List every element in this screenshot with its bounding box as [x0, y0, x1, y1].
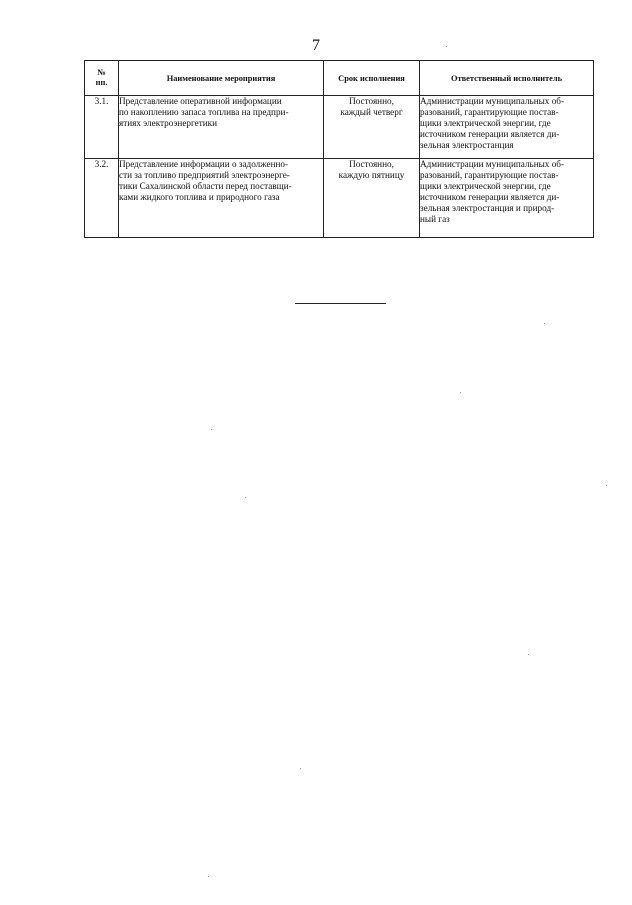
executor-line: разований, гарантирующие постав- — [420, 107, 559, 117]
row-number: 3.1. — [85, 96, 119, 159]
scan-speck — [211, 429, 212, 430]
activity-name-line: Представление информации о задолженно- — [119, 159, 289, 169]
executor-line: источником генерации является ди- — [420, 192, 560, 202]
activity-name-line: сти за топливо предприятий электроэнерге- — [119, 170, 290, 180]
activity-name-line: по накоплению запаса топлива на предпри- — [119, 107, 289, 117]
executor-line: разований, гарантирующие постав- — [420, 170, 559, 180]
deadline — [324, 96, 420, 159]
table-header-row — [85, 61, 594, 96]
row-number: 3.2. — [85, 159, 119, 238]
activity-name-line: ками жидкого топлива и природного газа — [119, 192, 280, 202]
activity-name-line: Представление оперативной информации — [119, 96, 282, 106]
executor-line: Администрации муниципальных об- — [420, 159, 565, 169]
scan-speck — [300, 768, 301, 769]
header-name: Наименование мероприятия — [119, 61, 324, 96]
deadline — [324, 159, 420, 238]
executor-line: Администрации муниципальных об- — [420, 96, 565, 106]
executor-line: щики электрической энергии, где — [420, 181, 551, 191]
scan-speck — [544, 323, 545, 324]
executor-line: щики электрической энергии, где — [420, 118, 551, 128]
scan-speck — [245, 497, 246, 498]
table-row — [85, 96, 594, 159]
activities-table — [84, 60, 594, 238]
executor-line: ный газ — [420, 214, 450, 224]
activity-name-line: тики Сахалинской области перед поставщи- — [119, 181, 292, 191]
executor-line: зельная электростанция — [420, 140, 514, 150]
page-number: 7 — [312, 37, 320, 54]
header-deadline: Срок исполнения — [324, 61, 420, 96]
activity-name — [119, 159, 324, 238]
executor-line: зельная электростанция и природ- — [420, 203, 555, 213]
header-executor: Ответственный исполнитель — [420, 61, 594, 96]
responsible-executor — [420, 96, 594, 159]
table-row — [85, 159, 594, 238]
scan-speck — [208, 876, 209, 877]
executor-line: источником генерации является ди- — [420, 129, 560, 139]
deadline-line: Постоянно, — [349, 159, 394, 169]
header-num-symbol: № — [97, 68, 106, 77]
scan-speck — [528, 654, 529, 655]
activity-name-line: ятиях электроэнергетики — [119, 118, 218, 128]
header-num-abbr: пп. — [95, 78, 108, 87]
deadline-line: каждый четверг — [340, 107, 403, 117]
activity-name — [119, 96, 324, 159]
responsible-executor — [420, 159, 594, 238]
scan-speck — [606, 485, 607, 486]
end-separator-line — [295, 303, 386, 304]
header-num — [85, 61, 119, 96]
deadline-line: Постоянно, — [349, 96, 394, 106]
scan-speck — [446, 46, 447, 47]
scan-speck — [460, 392, 461, 393]
deadline-line: каждую пятницу — [338, 170, 405, 180]
